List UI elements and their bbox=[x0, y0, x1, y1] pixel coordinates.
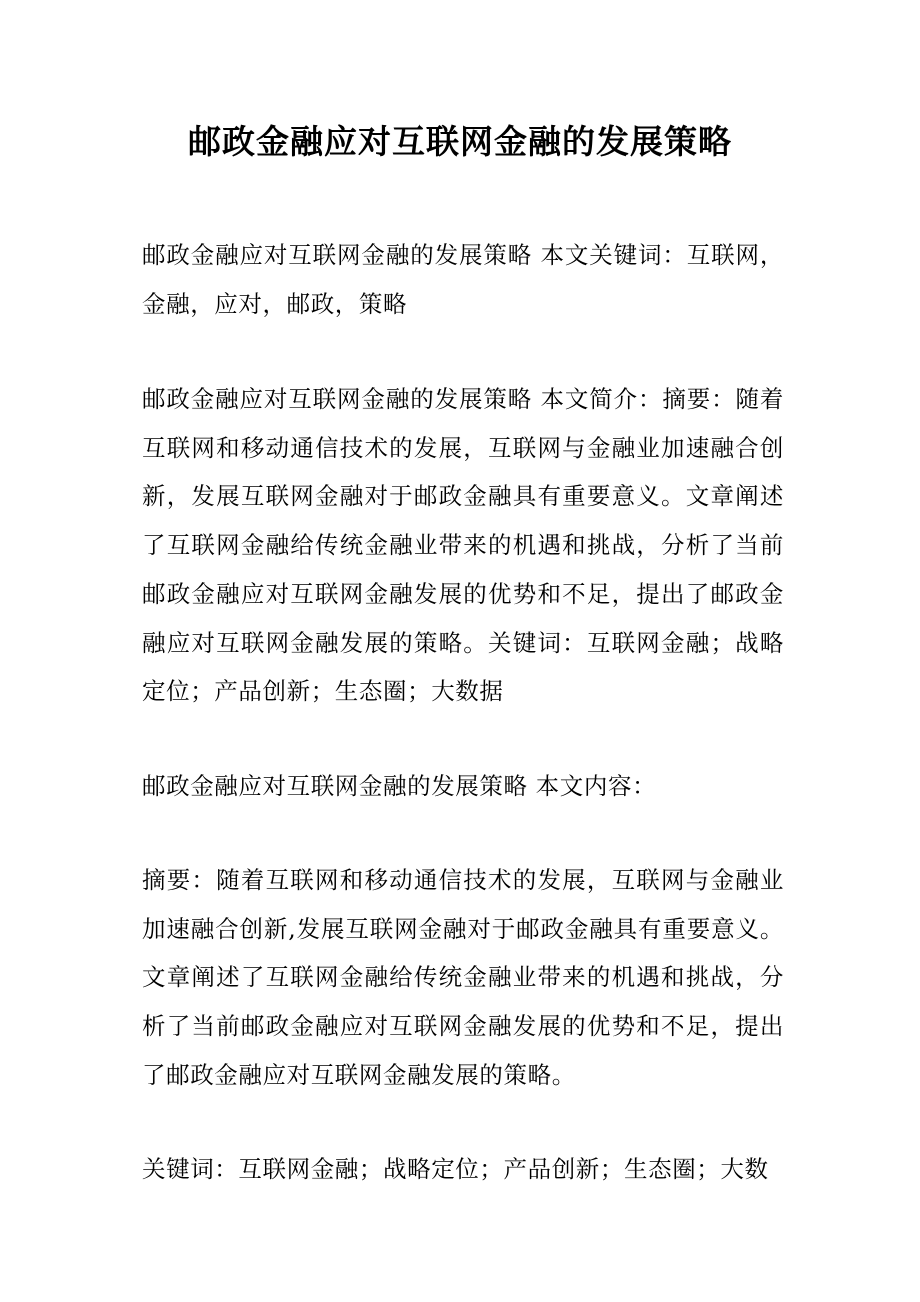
keywords-paragraph: 邮政金融应对互联网金融的发展策略 本文关键词：互联网，金融，应对，邮政，策略 bbox=[142, 241, 784, 318]
keywords-line-paragraph: 关键词：互联网金融；战略定位；产品创新；生态圈；大数 bbox=[142, 1155, 769, 1183]
document-title: 邮政金融应对互联网金融的发展策略 bbox=[188, 122, 732, 161]
content-heading-paragraph: 邮政金融应对互联网金融的发展策略 本文内容： bbox=[142, 772, 657, 800]
summary-paragraph: 邮政金融应对互联网金融的发展策略 本文简介：摘要：随着互联网和移动通信技术的发展，互联网与金融业加速融合创新，发展互联网金融对于邮政金融具有重要意义。文章阐述了互联网金融给传统金融业带来的机遇和挑战，分析了当前邮政金融应对互联网金融发展的优势和不足，提出了邮政金融应对互联网金融发展的策略。关键词：互联网金融；战略定位；产品创新；生态圈；大数据 bbox=[142, 385, 784, 706]
abstract-paragraph: 摘要：随着互联网和移动通信技术的发展，互联网与金融业加速融合创新,发展互联网金融对于邮政金融具有重要意义。文章阐述了互联网金融给传统金融业带来的机遇和挑战，分析了当前邮政金融应对互联网金融发展的优势和不足，提出了邮政金融应对互联网金融发展的策略。 bbox=[142, 866, 784, 1089]
